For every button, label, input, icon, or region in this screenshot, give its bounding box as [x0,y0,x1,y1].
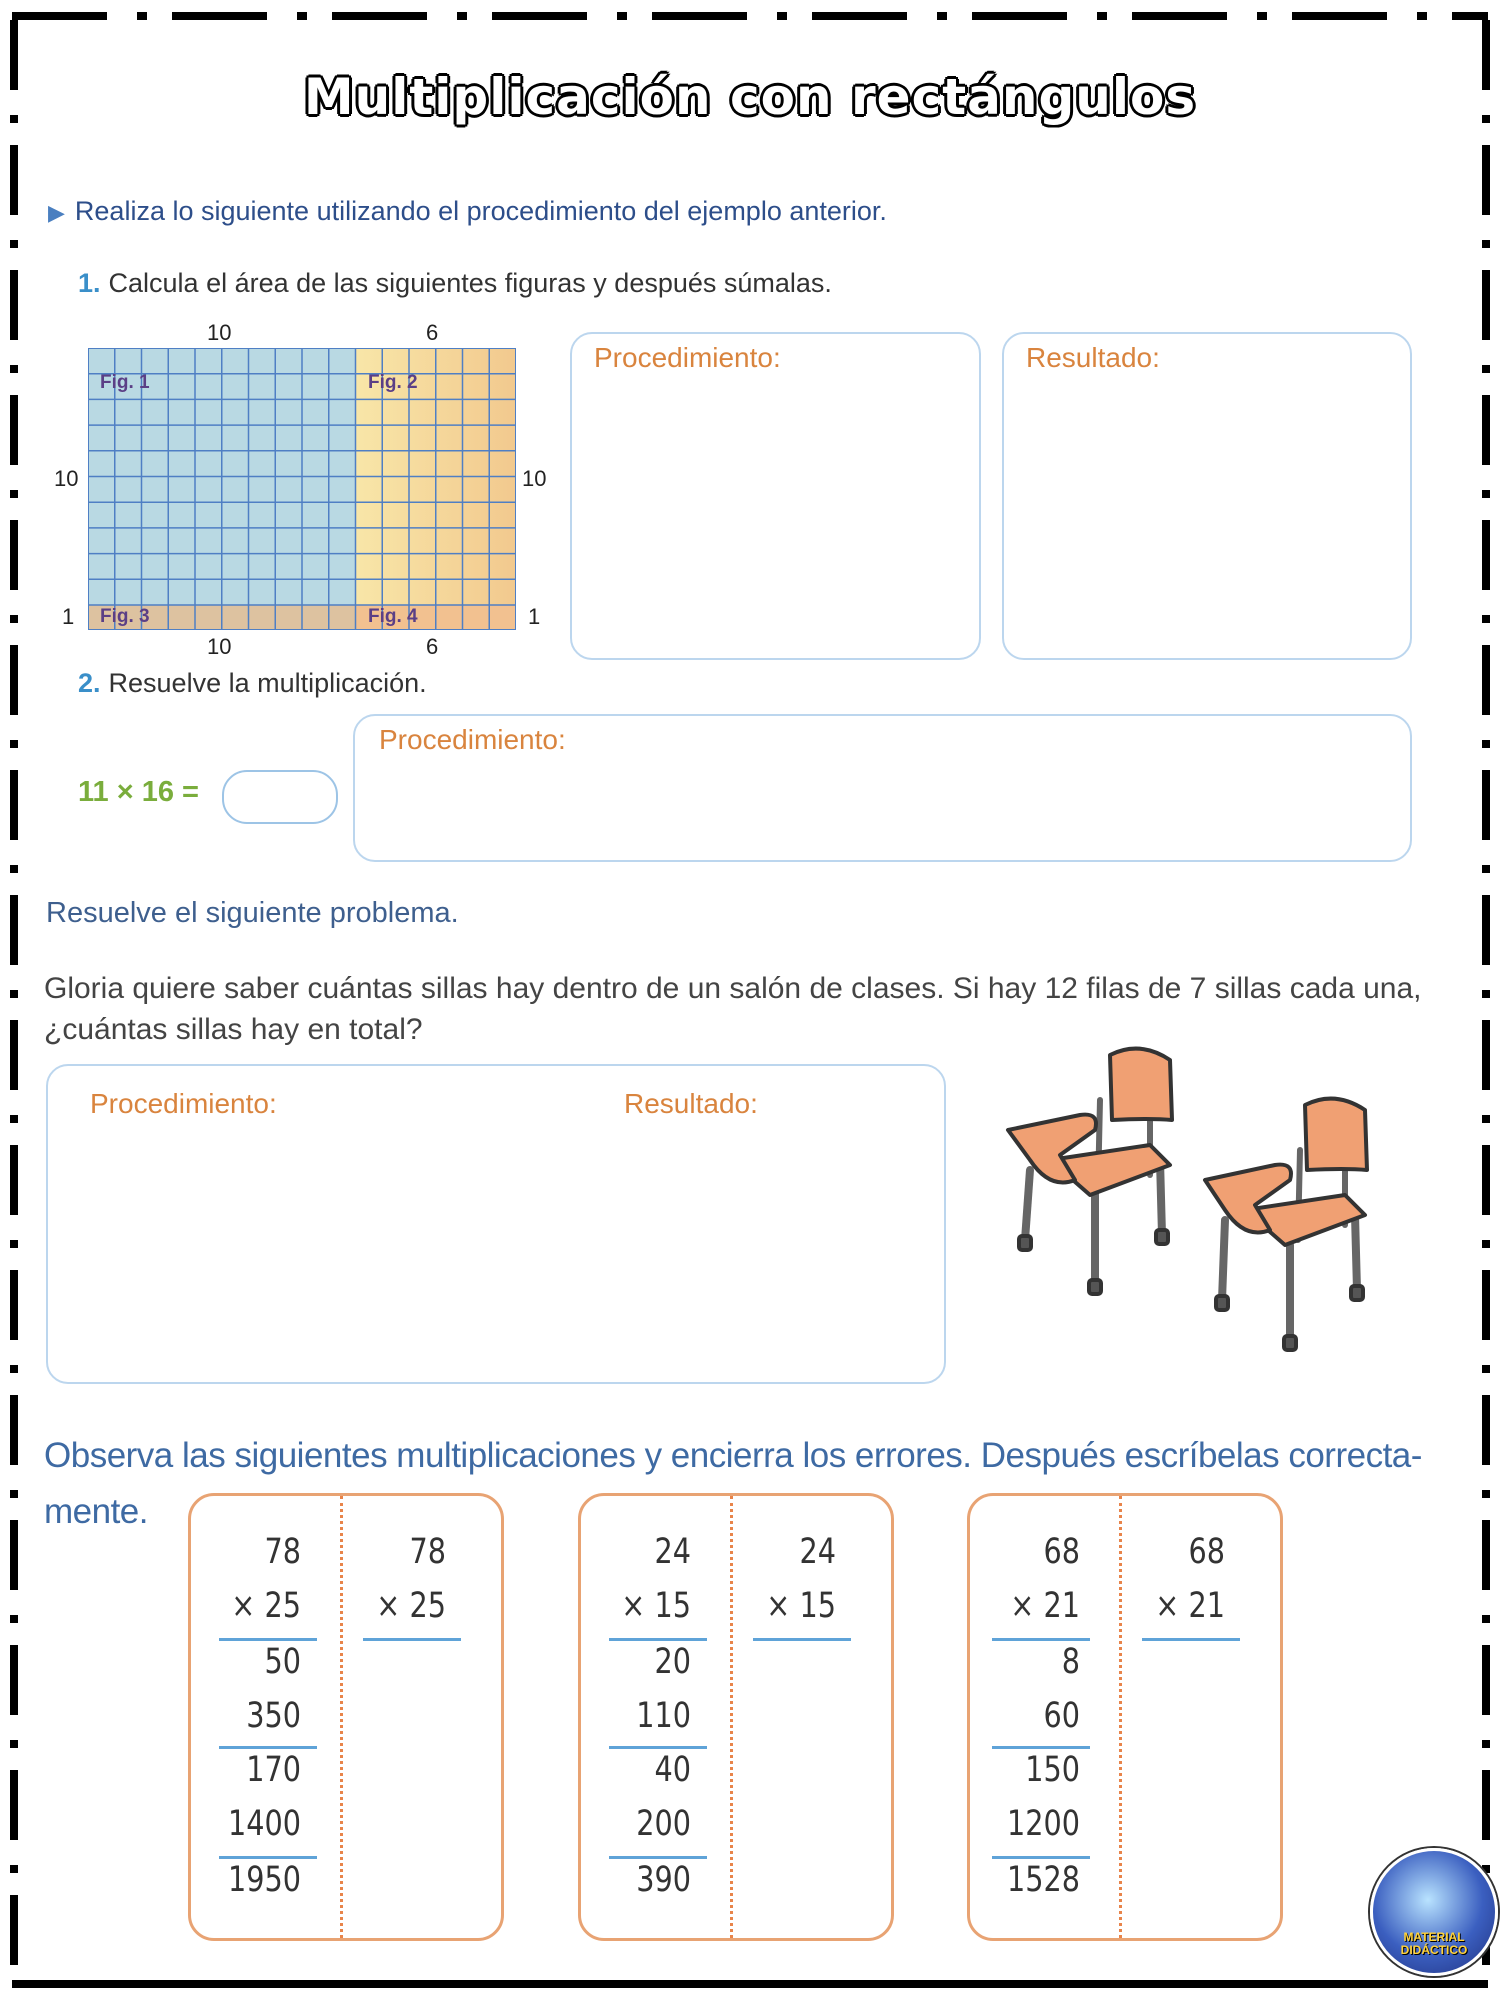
instruction-text: Realiza lo siguiente utilizando el procedimiento del ejemplo anterior. [74,196,887,226]
grid-bottom-left-label: 10 [207,634,232,659]
fig2-label: Fig. 2 [368,372,418,393]
partial-row: 150 [1025,1750,1080,1790]
result-row: 390 [636,1860,691,1900]
grid-top-left-label: 10 [207,320,232,345]
logo-line-1: MATERIAL [1403,1930,1465,1944]
factor-a: 68 [1043,1532,1080,1572]
multiplication-card-2[interactable] [578,1493,894,1941]
material-didactico-logo [1370,1848,1498,1976]
question-number: 2. [78,668,101,698]
result-label: Resultado: [1026,342,1160,373]
factor-a: 78 [264,1532,301,1572]
copy-factor-a: 24 [799,1532,836,1572]
grid-left-top-label: 10 [54,466,79,491]
problem-heading: Resuelve el siguiente problema. [46,897,459,929]
procedure-label: Procedimiento: [90,1088,277,1119]
sum-line [609,1638,707,1641]
problem-text: Gloria quiere saber cuántas sillas hay dentro de un salón de clases. Si hay 12 filas de 7 sillas cada una, ¿cuántas sillas hay en total? [44,972,1422,1046]
sum-line [219,1856,317,1859]
multiplication-card-1[interactable] [188,1493,504,1941]
result-row: 1528 [1006,1860,1080,1900]
chairs-icon [1000,1040,1400,1370]
page-border-top [12,12,1488,20]
copy-factor-b: × 25 [376,1586,446,1626]
question-text: Calcula el área de las siguientes figuras y después súmalas. [108,268,832,298]
sum-line [992,1638,1090,1641]
factor-b: × 21 [1010,1586,1080,1626]
page-border-left [10,20,18,1980]
question-2 [78,668,427,699]
grid-top-right-label: 6 [426,320,439,345]
sum-line [609,1856,707,1859]
partial-row: 60 [1043,1696,1080,1736]
fig3-label: Fig. 3 [100,606,150,627]
partial-row: 170 [246,1750,301,1790]
triangle-bullet-icon: ▶ [48,200,65,225]
problem-answer-box[interactable] [46,1064,946,1384]
card-divider [340,1496,343,1938]
factor-b: × 15 [621,1586,691,1626]
sum-line [219,1746,317,1749]
question-number: 1. [78,268,101,298]
instruction [48,196,887,227]
copy-factor-a: 78 [409,1532,446,1572]
question-text: Resuelve la multiplicación. [108,668,427,698]
partial-row: 110 [636,1696,691,1736]
partial-row: 200 [636,1804,691,1844]
partial-row: 20 [654,1642,691,1682]
partial-row: 50 [264,1642,301,1682]
logo-text [1373,1931,1495,1957]
grid-bottom-right-label: 6 [426,634,439,659]
result-row: 1950 [227,1860,301,1900]
errors-heading: Observa las siguientes multiplicaciones y encierra los errores. Después escríbelas correcta-mente. [44,1436,1422,1531]
procedure-box-2[interactable] [353,714,1412,862]
sum-line [609,1746,707,1749]
partial-row: 350 [246,1696,301,1736]
sum-line [363,1638,461,1641]
sum-line [753,1638,851,1641]
sum-line [1142,1638,1240,1641]
area-grid-svg [88,348,516,630]
question-1 [78,268,832,299]
grid-left-bottom-label: 1 [62,604,75,629]
fig4-label: Fig. 4 [368,606,418,627]
partial-row: 40 [654,1750,691,1790]
page-title: Multiplicación con rectángulos [303,68,1197,126]
result-label: Resultado: [624,1088,758,1119]
equation: 11 × 16 = [78,776,199,808]
card-divider [1119,1496,1122,1938]
area-grid [88,348,516,630]
sum-line [219,1638,317,1641]
factor-a: 24 [654,1532,691,1572]
fig1-label: Fig. 1 [100,372,150,393]
partial-row: 8 [1061,1642,1080,1682]
procedure-label: Procedimiento: [594,342,781,373]
procedure-label: Procedimiento: [379,724,566,755]
factor-b: × 25 [231,1586,301,1626]
multiplication-card-3[interactable] [967,1493,1283,1941]
partial-row: 1400 [227,1804,301,1844]
procedure-box-1[interactable] [570,332,981,660]
partial-row: 1200 [1006,1804,1080,1844]
sum-line [992,1746,1090,1749]
card-divider [730,1496,733,1938]
result-box-1[interactable] [1002,332,1412,660]
copy-factor-a: 68 [1188,1532,1225,1572]
page-border-right [1482,20,1490,1980]
sum-line [992,1856,1090,1859]
copy-factor-b: × 15 [766,1586,836,1626]
answer-field[interactable] [222,770,338,824]
logo-line-2: DIDÁCTICO [1400,1943,1468,1957]
school-chairs-illustration [1000,1040,1400,1370]
copy-factor-b: × 21 [1155,1586,1225,1626]
grid-right-bottom-label: 1 [528,604,541,629]
page-border-bottom [12,1980,1488,1988]
grid-right-top-label: 10 [522,466,547,491]
